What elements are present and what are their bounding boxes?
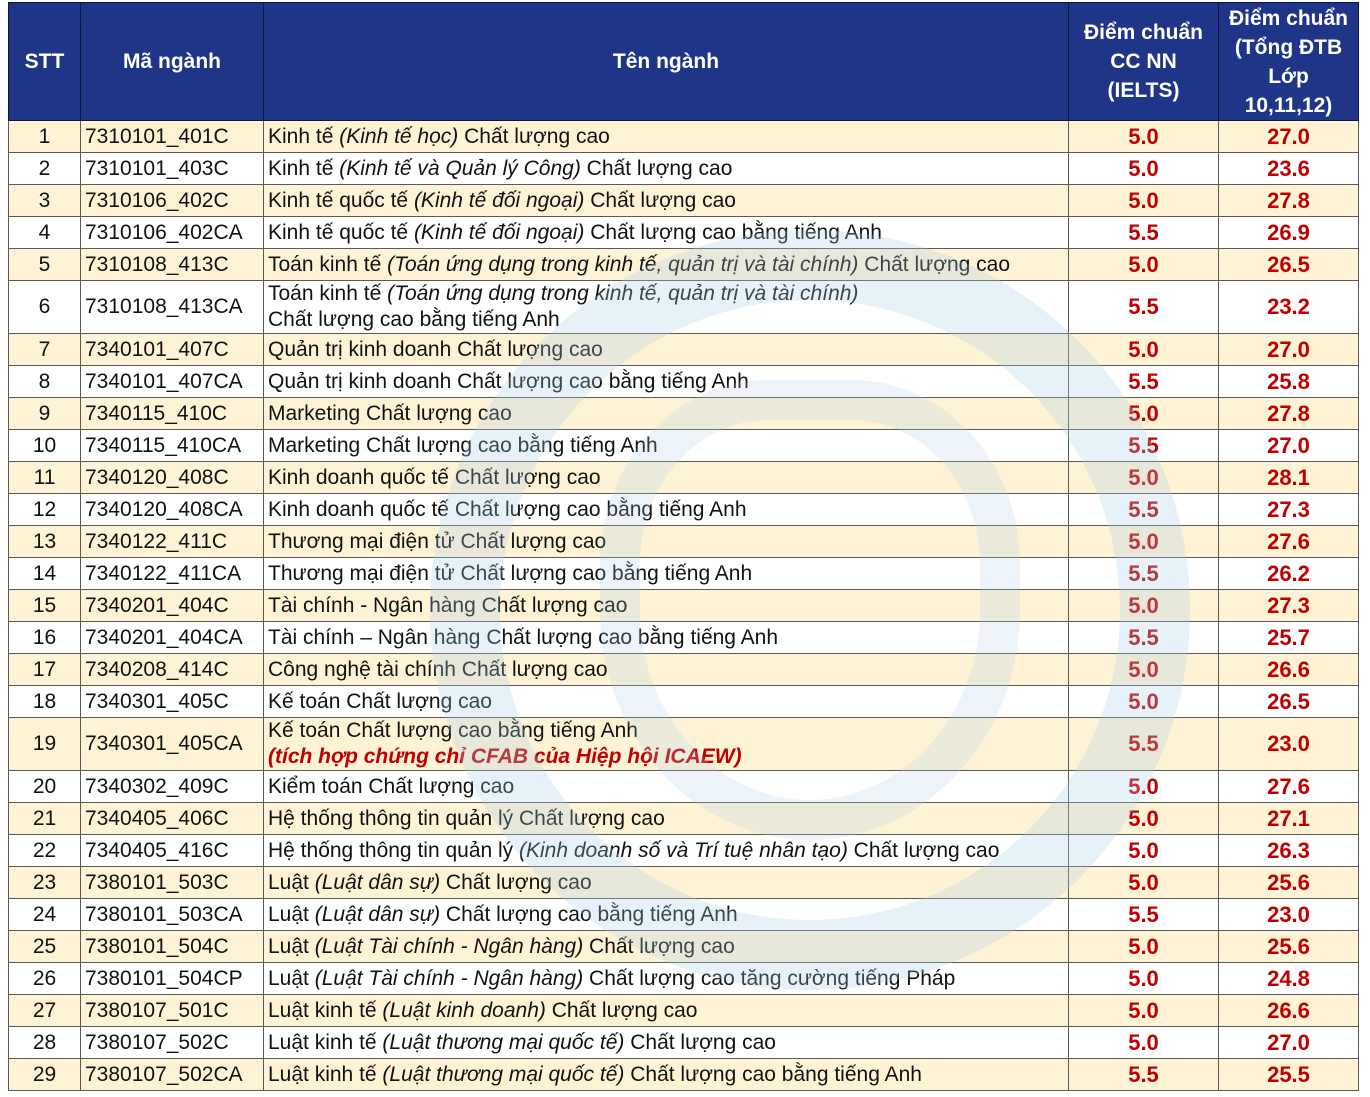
row-name-part: Kinh tế <box>268 125 340 148</box>
table-header <box>9 3 1359 121</box>
row-ielts-score: 5.5 <box>1069 899 1219 931</box>
row-name-part: Luật kinh tế <box>268 999 383 1022</box>
row-name-part: Kế toán Chất lượng cao bằng tiếng Anh <box>268 719 638 742</box>
table-row <box>9 899 1359 931</box>
row-ielts-score: 5.0 <box>1069 686 1219 718</box>
row-stt: 21 <box>9 803 81 835</box>
table-row <box>9 334 1359 366</box>
row-code: 7310108_413C <box>81 249 264 281</box>
row-name-part: Kiểm toán Chất lượng cao <box>268 775 515 798</box>
table-row <box>9 590 1359 622</box>
row-ielts-score: 5.0 <box>1069 654 1219 686</box>
row-name-part: Chất lượng cao bằng tiếng Anh <box>624 1063 922 1086</box>
row-name-part: Chất lượng cao <box>624 1031 776 1054</box>
row-dtb-score: 26.2 <box>1219 558 1359 590</box>
row-name <box>264 281 1069 334</box>
row-name <box>264 185 1069 217</box>
table-row <box>9 654 1359 686</box>
row-name-part: Chất lượng cao tăng cường tiếng Pháp <box>583 967 956 990</box>
row-name <box>264 1027 1069 1059</box>
row-name <box>264 121 1069 153</box>
row-name-part: (Kinh tế đối ngoại) <box>413 189 585 212</box>
row-code: 7380101_504C <box>81 931 264 963</box>
row-code: 7340201_404CA <box>81 622 264 654</box>
row-ielts-score: 5.0 <box>1069 153 1219 185</box>
row-name <box>264 1059 1069 1091</box>
row-dtb-score: 27.0 <box>1219 121 1359 153</box>
row-ielts-score: 5.0 <box>1069 398 1219 430</box>
row-name <box>264 654 1069 686</box>
row-stt: 4 <box>9 217 81 249</box>
row-name-part: Chất lượng cao bằng tiếng Anh <box>584 221 882 244</box>
row-name <box>264 462 1069 494</box>
row-ielts-score: 5.0 <box>1069 931 1219 963</box>
row-stt: 17 <box>9 654 81 686</box>
row-stt: 23 <box>9 867 81 899</box>
row-stt: 24 <box>9 899 81 931</box>
row-ielts-score: 5.0 <box>1069 835 1219 867</box>
row-ielts-score: 5.5 <box>1069 430 1219 462</box>
row-ielts-score: 5.0 <box>1069 771 1219 803</box>
row-dtb-score: 28.1 <box>1219 462 1359 494</box>
header-ielts: Điểm chuẩn CC NN (IELTS) <box>1069 3 1219 121</box>
row-name <box>264 686 1069 718</box>
row-stt: 13 <box>9 526 81 558</box>
row-code: 7340301_405CA <box>81 718 264 771</box>
row-code: 7380101_504CP <box>81 963 264 995</box>
row-name-part: (Luật kinh doanh) <box>382 999 546 1022</box>
row-ielts-score: 5.5 <box>1069 718 1219 771</box>
row-code: 7310108_413CA <box>81 281 264 334</box>
row-name-part: Chất lượng cao <box>847 839 1000 862</box>
table-row <box>9 249 1359 281</box>
table-row <box>9 281 1359 334</box>
row-name <box>264 494 1069 526</box>
table-row <box>9 462 1359 494</box>
row-name-part: Luật <box>268 871 315 894</box>
row-name <box>264 590 1069 622</box>
row-ielts-score: 5.0 <box>1069 185 1219 217</box>
row-name-part: Luật <box>268 935 315 958</box>
row-dtb-score: 25.8 <box>1219 366 1359 398</box>
row-dtb-score: 26.9 <box>1219 217 1359 249</box>
row-ielts-score: 5.5 <box>1069 558 1219 590</box>
row-name-part: Quản trị kinh doanh Chất lượng cao bằng tiếng Anh <box>268 370 749 393</box>
row-name-part: Luật kinh tế <box>268 1031 383 1054</box>
table-row <box>9 771 1359 803</box>
row-dtb-score: 25.5 <box>1219 1059 1359 1091</box>
row-name <box>264 526 1069 558</box>
row-dtb-score: 26.6 <box>1219 995 1359 1027</box>
row-code: 7380107_502C <box>81 1027 264 1059</box>
row-stt: 8 <box>9 366 81 398</box>
row-code: 7380107_501C <box>81 995 264 1027</box>
row-name <box>264 867 1069 899</box>
row-stt: 26 <box>9 963 81 995</box>
row-dtb-score: 25.6 <box>1219 867 1359 899</box>
row-ielts-score: 5.0 <box>1069 526 1219 558</box>
table-row <box>9 995 1359 1027</box>
table-row <box>9 366 1359 398</box>
row-name-part: Kế toán Chất lượng cao <box>268 690 492 713</box>
row-dtb-score: 27.6 <box>1219 771 1359 803</box>
row-stt: 25 <box>9 931 81 963</box>
row-stt: 15 <box>9 590 81 622</box>
table-row <box>9 1027 1359 1059</box>
row-code: 7340405_416C <box>81 835 264 867</box>
row-dtb-score: 24.8 <box>1219 963 1359 995</box>
table-row <box>9 121 1359 153</box>
row-name-part: Marketing Chất lượng cao <box>268 402 512 425</box>
row-code: 7340201_404C <box>81 590 264 622</box>
row-ielts-score: 5.0 <box>1069 867 1219 899</box>
row-name-part: Chất lượng cao <box>580 157 733 180</box>
row-ielts-score: 5.5 <box>1069 217 1219 249</box>
row-name-part: Chất lượng cao <box>545 999 698 1022</box>
row-name-part: Toán kinh tế <box>268 282 388 305</box>
row-name-part: Công nghệ tài chính Chất lượng cao <box>268 658 608 681</box>
row-code: 7340120_408C <box>81 462 264 494</box>
row-dtb-score: 26.3 <box>1219 835 1359 867</box>
row-code: 7340208_414C <box>81 654 264 686</box>
row-dtb-score: 25.6 <box>1219 931 1359 963</box>
row-name-part: (Toán ứng dụng trong kinh tế, quản trị và tài chính) <box>387 253 859 276</box>
row-dtb-score: 23.0 <box>1219 899 1359 931</box>
row-name-part: Tài chính – Ngân hàng Chất lượng cao bằng tiếng Anh <box>268 626 779 649</box>
row-name <box>264 334 1069 366</box>
row-dtb-score: 26.5 <box>1219 686 1359 718</box>
row-code: 7340101_407C <box>81 334 264 366</box>
table-row <box>9 494 1359 526</box>
row-dtb-score: 27.0 <box>1219 334 1359 366</box>
row-stt: 3 <box>9 185 81 217</box>
header-ma-nganh: Mã ngành <box>81 3 264 121</box>
row-code: 7380107_502CA <box>81 1059 264 1091</box>
row-stt: 6 <box>9 281 81 334</box>
row-name-part: Chất lượng cao <box>584 189 736 212</box>
row-stt: 20 <box>9 771 81 803</box>
row-name <box>264 995 1069 1027</box>
row-name-part: (Kinh tế đối ngoại) <box>413 221 585 244</box>
row-stt: 9 <box>9 398 81 430</box>
row-dtb-score: 27.3 <box>1219 494 1359 526</box>
admission-score-table <box>8 2 1359 1091</box>
row-stt: 19 <box>9 718 81 771</box>
row-name-part: Toán kinh tế <box>268 253 388 276</box>
row-ielts-score: 5.0 <box>1069 803 1219 835</box>
table-row <box>9 430 1359 462</box>
header-dtb: Điểm chuẩn (Tổng ĐTB Lớp 10,11,12) <box>1219 3 1359 121</box>
row-code: 7310106_402C <box>81 185 264 217</box>
row-name-part: Chất lượng cao <box>858 253 1011 276</box>
row-name-part: Luật <box>268 967 315 990</box>
row-ielts-score: 5.0 <box>1069 121 1219 153</box>
row-name <box>264 366 1069 398</box>
row-stt: 28 <box>9 1027 81 1059</box>
header-ten-nganh: Tên ngành <box>264 3 1069 121</box>
row-name-part: (Luật thương mại quốc tế) <box>382 1031 625 1054</box>
row-name-part: Thương mại điện tử Chất lượng cao bằng tiếng Anh <box>268 562 753 585</box>
row-code: 7340115_410CA <box>81 430 264 462</box>
row-name-part: Chất lượng cao bằng tiếng Anh <box>440 903 738 926</box>
row-ielts-score: 5.0 <box>1069 334 1219 366</box>
row-name <box>264 771 1069 803</box>
row-ielts-score: 5.5 <box>1069 366 1219 398</box>
table-row <box>9 963 1359 995</box>
row-code: 7340120_408CA <box>81 494 264 526</box>
row-name <box>264 398 1069 430</box>
row-name-part: Quản trị kinh doanh Chất lượng cao <box>268 338 603 361</box>
row-dtb-score: 27.3 <box>1219 590 1359 622</box>
table-row <box>9 686 1359 718</box>
row-stt: 29 <box>9 1059 81 1091</box>
row-name <box>264 430 1069 462</box>
row-ielts-score: 5.5 <box>1069 622 1219 654</box>
row-stt: 16 <box>9 622 81 654</box>
row-code: 7340301_405C <box>81 686 264 718</box>
row-code: 7340405_406C <box>81 803 264 835</box>
row-stt: 22 <box>9 835 81 867</box>
row-name <box>264 803 1069 835</box>
row-name-part: (Kinh tế học) <box>339 125 459 148</box>
row-name-part: (Luật dân sự) <box>314 871 441 894</box>
row-ielts-score: 5.0 <box>1069 590 1219 622</box>
row-dtb-score: 27.1 <box>1219 803 1359 835</box>
row-ielts-score: 5.0 <box>1069 462 1219 494</box>
row-code: 7340122_411C <box>81 526 264 558</box>
row-code: 7340115_410C <box>81 398 264 430</box>
row-ielts-score: 5.0 <box>1069 963 1219 995</box>
row-dtb-score: 27.0 <box>1219 430 1359 462</box>
row-stt: 7 <box>9 334 81 366</box>
row-dtb-score: 23.6 <box>1219 153 1359 185</box>
row-ielts-score: 5.0 <box>1069 995 1219 1027</box>
row-code: 7380101_503CA <box>81 899 264 931</box>
table-row <box>9 398 1359 430</box>
table-row <box>9 803 1359 835</box>
row-name-part: Kinh tế quốc tế <box>268 221 414 244</box>
row-name-part: Kinh doanh quốc tế Chất lượng cao bằng tiếng Anh <box>268 498 747 521</box>
row-name-part: Chất lượng cao <box>583 935 735 958</box>
row-stt: 1 <box>9 121 81 153</box>
row-name-part: Tài chính - Ngân hàng Chất lượng cao <box>268 594 628 617</box>
row-name-part: Chất lượng cao bằng tiếng Anh <box>268 308 560 331</box>
row-name-part: (Toán ứng dụng trong kinh tế, quản trị và tài chính) <box>387 282 859 305</box>
table-row <box>9 217 1359 249</box>
row-stt: 27 <box>9 995 81 1027</box>
row-name-part: Chất lượng cao <box>440 871 592 894</box>
row-name <box>264 718 1069 771</box>
row-name <box>264 622 1069 654</box>
row-name-part: Kinh tế quốc tế <box>268 189 414 212</box>
row-name-part: (Kinh tế và Quản lý Công) <box>339 157 581 180</box>
table-row <box>9 153 1359 185</box>
table-row <box>9 622 1359 654</box>
row-name-part: Kinh doanh quốc tế Chất lượng cao <box>268 466 601 489</box>
row-code: 7310101_403C <box>81 153 264 185</box>
row-name <box>264 899 1069 931</box>
row-dtb-score: 26.6 <box>1219 654 1359 686</box>
row-name-part: Kinh tế <box>268 157 340 180</box>
row-name <box>264 217 1069 249</box>
row-name <box>264 249 1069 281</box>
row-name-part: Thương mại điện tử Chất lượng cao <box>268 530 607 553</box>
row-name <box>264 835 1069 867</box>
row-name-part: (Luật Tài chính - Ngân hàng) <box>314 935 584 958</box>
row-ielts-score: 5.0 <box>1069 1027 1219 1059</box>
row-name-part: Hệ thống thông tin quản lý <box>268 839 520 862</box>
row-dtb-score: 27.0 <box>1219 1027 1359 1059</box>
table-row <box>9 867 1359 899</box>
row-code: 7380101_503C <box>81 867 264 899</box>
row-ielts-score: 5.5 <box>1069 494 1219 526</box>
row-name-part: (Luật Tài chính - Ngân hàng) <box>314 967 584 990</box>
row-name-part: (Kinh doanh số và Trí tuệ nhân tạo) <box>519 839 848 862</box>
row-name-part: Luật kinh tế <box>268 1063 383 1086</box>
row-code: 7310106_402CA <box>81 217 264 249</box>
row-name <box>264 931 1069 963</box>
table-row <box>9 1059 1359 1091</box>
table-row <box>9 558 1359 590</box>
table-row <box>9 931 1359 963</box>
row-name-part: Luật <box>268 903 315 926</box>
row-dtb-score: 25.7 <box>1219 622 1359 654</box>
row-name-part: (tích hợp chứng chỉ CFAB của Hiệp hội ICAEW) <box>268 745 742 768</box>
row-stt: 5 <box>9 249 81 281</box>
row-dtb-score: 23.2 <box>1219 281 1359 334</box>
row-code: 7340122_411CA <box>81 558 264 590</box>
row-dtb-score: 27.8 <box>1219 185 1359 217</box>
table-row <box>9 718 1359 771</box>
row-name-part: (Luật thương mại quốc tế) <box>382 1063 625 1086</box>
row-dtb-score: 27.8 <box>1219 398 1359 430</box>
row-name-part: Marketing Chất lượng cao bằng tiếng Anh <box>268 434 658 457</box>
row-dtb-score: 23.0 <box>1219 718 1359 771</box>
row-name-part: (Luật dân sự) <box>314 903 441 926</box>
row-stt: 18 <box>9 686 81 718</box>
row-name-part: Chất lượng cao <box>458 125 610 148</box>
row-name <box>264 963 1069 995</box>
row-code: 7340101_407CA <box>81 366 264 398</box>
row-dtb-score: 27.6 <box>1219 526 1359 558</box>
table-row <box>9 526 1359 558</box>
row-name <box>264 558 1069 590</box>
table-row <box>9 185 1359 217</box>
row-ielts-score: 5.5 <box>1069 1059 1219 1091</box>
row-stt: 14 <box>9 558 81 590</box>
row-name-part: Hệ thống thông tin quản lý Chất lượng cao <box>268 807 665 830</box>
row-name <box>264 153 1069 185</box>
header-stt: STT <box>9 3 81 121</box>
row-stt: 12 <box>9 494 81 526</box>
table-body <box>9 121 1359 1091</box>
row-stt: 11 <box>9 462 81 494</box>
row-stt: 10 <box>9 430 81 462</box>
table-row <box>9 835 1359 867</box>
row-code: 7340302_409C <box>81 771 264 803</box>
row-code: 7310101_401C <box>81 121 264 153</box>
row-ielts-score: 5.5 <box>1069 281 1219 334</box>
row-dtb-score: 26.5 <box>1219 249 1359 281</box>
row-ielts-score: 5.0 <box>1069 249 1219 281</box>
row-stt: 2 <box>9 153 81 185</box>
